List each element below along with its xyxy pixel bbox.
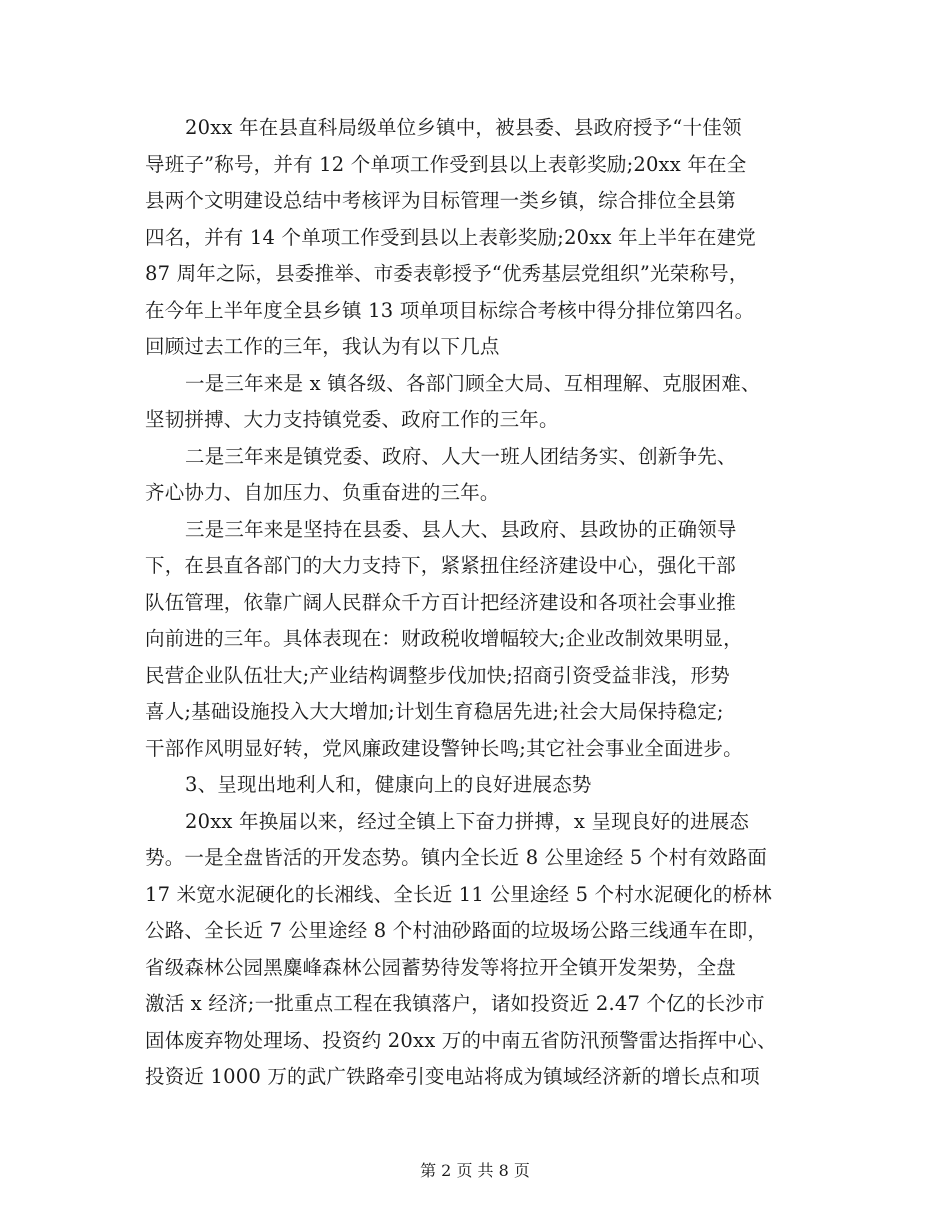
document-body [145, 110, 815, 1096]
text-line: 坚韧拼搏、大力支持镇党委、政府工作的三年。 [145, 408, 559, 431]
text-line: 省级森林公园黑麋峰森林公园蓄势待发等将拉开全镇开发架势，全盘 [145, 955, 737, 979]
text-line: 下，在县直各部门的大力支持下，紧紧扭住经济建设中心，强化干部 [145, 554, 737, 577]
page-number-footer: 第 2 页 共 8 页 [420, 1161, 530, 1180]
text-line: 导班子”称号，并有 12 个单项工作受到县以上表彰奖励;20xx 年在全 [145, 152, 747, 176]
section-heading: 3、呈现出地利人和，健康向上的良好进展态势 [185, 773, 592, 796]
text-line: 队伍管理，依靠广阔人民群众千方百计把经济建设和各项社会事业推 [145, 590, 737, 614]
text-line: 喜人;基础设施投入大大增加;计划生育稳居先进;社会大局保持稳定; [145, 700, 724, 723]
text-line: 干部作风明显好转，党风廉政建设警钟长鸣;其它社会事业全面进步。 [145, 736, 743, 760]
text-line: 回顾过去工作的三年，我认为有以下几点 [145, 335, 500, 358]
text-line: 齐心协力、自加压力、负重奋进的三年。 [145, 481, 500, 504]
text-line: 固体废弃物处理场、投资约 20xx 万的中南五省防汛预警雷达指挥中心、 [145, 1028, 777, 1052]
text-line: 激活 x 经济;一批重点工程在我镇落户，诸如投资近 2.47 个亿的长沙市 [145, 992, 765, 1015]
text-line: 17 米宽水泥硬化的长湘线、全长近 11 公里途经 5 个村水泥硬化的桥林 [145, 882, 772, 906]
text-line: 87 周年之际，县委推举、市委表彰授予“优秀基层党组织”光荣称号， [145, 262, 749, 285]
text-line: 四名，并有 14 个单项工作受到县以上表彰奖励;20xx 年上半年在建党 [145, 225, 756, 249]
text-line: 公路、全长近 7 公里途经 8 个村油砂路面的垃圾场公路三线通车在即， [145, 919, 768, 942]
text-line: 民营企业队伍壮大;产业结构调整步伐加快;招商引资受益非浅，形势 [145, 663, 730, 687]
text-line: 20xx 年在县直科局级单位乡镇中，被县委、县政府授予“十佳领 [185, 116, 742, 139]
text-line: 投资近 1000 万的武广铁路牵引变电站将成为镇域经济新的增长点和项 [145, 1065, 760, 1088]
text-line: 二是三年来是镇党委、政府、人大一班人团结务实、创新争先、 [185, 444, 737, 468]
text-line: 县两个文明建设总结中考核评为目标管理一类乡镇，综合排位全县第 [145, 189, 737, 212]
text-line: 向前进的三年。具体表现在：财政税收增幅较大;企业改制效果明显， [145, 627, 743, 650]
text-line: 在今年上半年度全县乡镇 13 项单项目标综合考核中得分排位第四名。 [145, 298, 755, 322]
text-line: 势。一是全盘皆活的开发态势。镇内全长近 8 公里途经 5 个村有效路面 [145, 846, 768, 869]
text-line: 20xx 年换届以来，经过全镇上下奋力拼搏，x 呈现良好的进展态 [185, 809, 750, 833]
text-line: 一是三年来是 x 镇各级、各部门顾全大局、互相理解、克服困难、 [185, 371, 761, 395]
text-line: 三是三年来是坚持在县委、县人大、县政府、县政协的正确领导 [185, 517, 737, 541]
